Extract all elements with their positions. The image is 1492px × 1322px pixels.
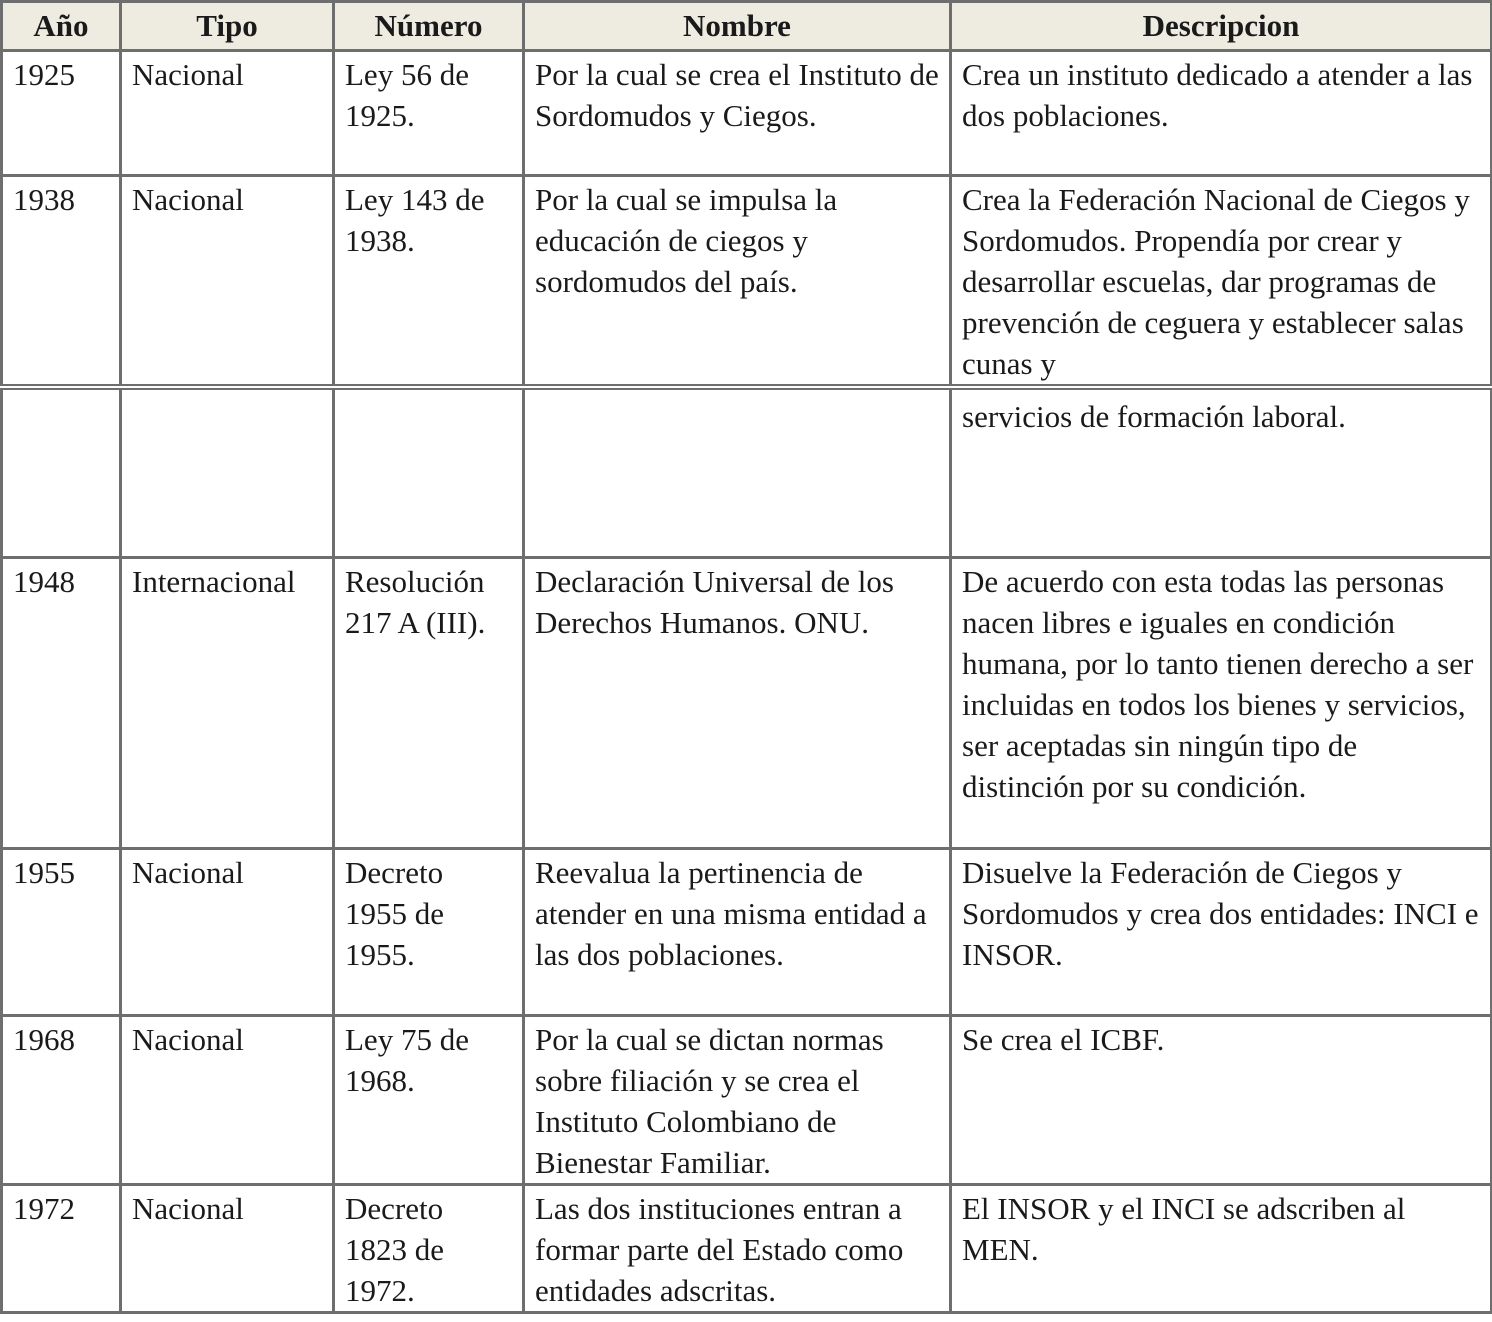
cell-ano: 1948: [2, 558, 121, 849]
table-row: [2, 176, 1492, 388]
cell-numero: Ley 143 de 1938.: [334, 176, 524, 388]
cell-tipo: Internacional: [121, 558, 334, 849]
header-row: [2, 2, 1492, 51]
header-nombre: Nombre: [524, 2, 951, 51]
cell-numero: Ley 75 de 1968.: [334, 1016, 524, 1185]
cell-tipo: Nacional: [121, 849, 334, 1016]
cell-ano: 1938: [2, 176, 121, 388]
cell-nombre: Por la cual se crea el Instituto de Sordomudos y Ciegos.: [524, 51, 951, 176]
cell-nombre: Por la cual se impulsa la educación de ciegos y sordomudos del país.: [524, 176, 951, 388]
cell-tipo: Nacional: [121, 1185, 334, 1313]
cell-numero: Ley 56 de 1925.: [334, 51, 524, 176]
cell-descripcion: De acuerdo con esta todas las personas nacen libres e iguales en condición humana, por lo tanto tienen derecho a ser incluidas en todos los bienes y servicios, ser aceptadas sin ningún tipo de distinción por su condición.: [951, 558, 1492, 849]
cell-ano: 1972: [2, 1185, 121, 1313]
table-row: [2, 51, 1492, 176]
cell-empty: [2, 387, 121, 558]
cell-ano: 1968: [2, 1016, 121, 1185]
cell-empty: [121, 387, 334, 558]
cell-nombre: Declaración Universal de los Derechos Humanos. ONU.: [524, 558, 951, 849]
header-ano: Año: [2, 2, 121, 51]
cell-empty: [334, 387, 524, 558]
cell-descripcion: Disuelve la Federación de Ciegos y Sordomudos y crea dos entidades: INCI e INSOR.: [951, 849, 1492, 1016]
cell-numero: Decreto 1955 de 1955.: [334, 849, 524, 1016]
table-body: [2, 51, 1492, 1313]
table-row: [2, 1016, 1492, 1185]
cell-descripcion: Crea la Federación Nacional de Ciegos y Sordomudos. Propendía por crear y desarrollar escuelas, dar programas de prevención de ceguera y establecer salas cunas y: [951, 176, 1492, 388]
table-row: [2, 1185, 1492, 1313]
cell-descripcion: El INSOR y el INCI se adscriben al MEN.: [951, 1185, 1492, 1313]
cell-numero: Resolución 217 A (III).: [334, 558, 524, 849]
cell-descripcion: Crea un instituto dedicado a atender a las dos poblaciones.: [951, 51, 1492, 176]
cell-descripcion-continued: servicios de formación laboral.: [951, 387, 1492, 558]
cell-numero: Decreto 1823 de 1972.: [334, 1185, 524, 1313]
cell-ano: 1925: [2, 51, 121, 176]
cell-descripcion: Se crea el ICBF.: [951, 1016, 1492, 1185]
header-tipo: Tipo: [121, 2, 334, 51]
cell-ano: 1955: [2, 849, 121, 1016]
table-row: [2, 849, 1492, 1016]
header-descripcion: Descripcion: [951, 2, 1492, 51]
cell-empty: [524, 387, 951, 558]
header-numero: Número: [334, 2, 524, 51]
cell-tipo: Nacional: [121, 176, 334, 388]
table-row: [2, 558, 1492, 849]
table-row-continuation: [2, 387, 1492, 558]
table-header: [2, 2, 1492, 51]
cell-tipo: Nacional: [121, 1016, 334, 1185]
cell-tipo: Nacional: [121, 51, 334, 176]
cell-nombre: Por la cual se dictan normas sobre filiación y se crea el Instituto Colombiano de Bienestar Familiar.: [524, 1016, 951, 1185]
cell-nombre: Reevalua la pertinencia de atender en una misma entidad a las dos poblaciones.: [524, 849, 951, 1016]
cell-nombre: Las dos instituciones entran a formar parte del Estado como entidades adscritas.: [524, 1185, 951, 1313]
